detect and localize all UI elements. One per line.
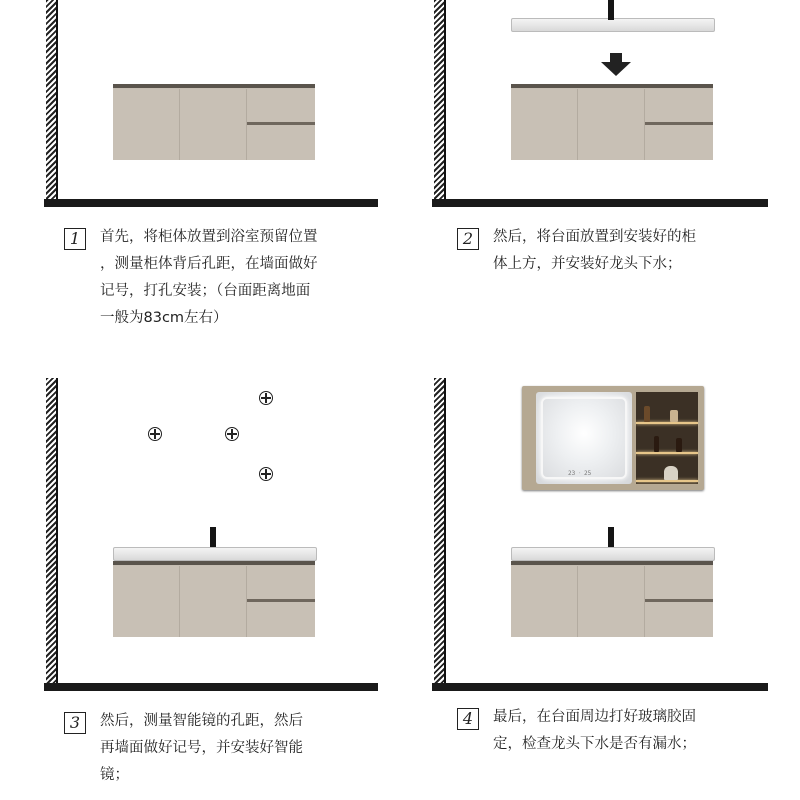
smart-mirror [536, 392, 632, 484]
faucet [210, 527, 216, 549]
mirror-display: 23 ᐧ 25 [568, 470, 592, 477]
floor [44, 199, 378, 207]
step-number: 2 [457, 228, 479, 250]
step-number: 3 [64, 712, 86, 734]
floor [432, 683, 768, 691]
cabinet-door [578, 566, 645, 637]
floor [432, 199, 768, 207]
step-1-caption [64, 228, 394, 332]
faucet [608, 527, 614, 549]
step-number: 4 [457, 708, 479, 730]
drill-mark-icon [259, 467, 273, 481]
cabinet-door [511, 89, 578, 160]
bottle [676, 438, 682, 452]
drill-mark-icon [259, 391, 273, 405]
drill-mark-icon [225, 427, 239, 441]
smart-mirror-cabinet [522, 386, 704, 490]
vanity-cabinet [113, 561, 315, 637]
floor [44, 683, 378, 691]
countertop [511, 18, 715, 32]
bottle [670, 410, 678, 422]
open-shelves [636, 392, 698, 484]
step-2-caption [457, 228, 787, 278]
drill-mark-icon [148, 427, 162, 441]
cabinet-door [578, 89, 645, 160]
step-text: 首先，将柜体放置到浴室预留位置 ，测量柜体背后孔距，在墙面做好 记号，打孔安装；（台面距离地面 一般为83cm左右） [100, 229, 318, 326]
step-text: 然后，测量智能镜的孔距，然后 再墙面做好记号，并安装好智能 镜； [100, 713, 303, 783]
step-text: 然后，将台面放置到安装好的柜 体上方，并安装好龙头下水； [493, 229, 696, 272]
countertop [511, 547, 715, 561]
step-4-caption [457, 708, 787, 758]
wall [434, 0, 446, 200]
cabinet-door [113, 89, 180, 160]
cabinet-door [511, 566, 578, 637]
cabinet-door [180, 566, 247, 637]
wall [46, 0, 58, 200]
faucet [608, 0, 614, 20]
wall [434, 378, 446, 684]
cabinet-door [113, 566, 180, 637]
bottle [654, 436, 659, 452]
bottle [644, 406, 650, 422]
vanity-cabinet [511, 561, 713, 637]
countertop [113, 547, 317, 561]
cabinet-door [180, 89, 247, 160]
bottle [664, 466, 678, 480]
step-text: 最后，在台面周边打好玻璃胶固 定，检查龙头下水是否有漏水； [493, 709, 696, 752]
step-number: 1 [64, 228, 86, 250]
step-3-caption [64, 712, 394, 789]
vanity-cabinet [511, 84, 713, 160]
vanity-cabinet [113, 84, 315, 160]
wall [46, 378, 58, 684]
